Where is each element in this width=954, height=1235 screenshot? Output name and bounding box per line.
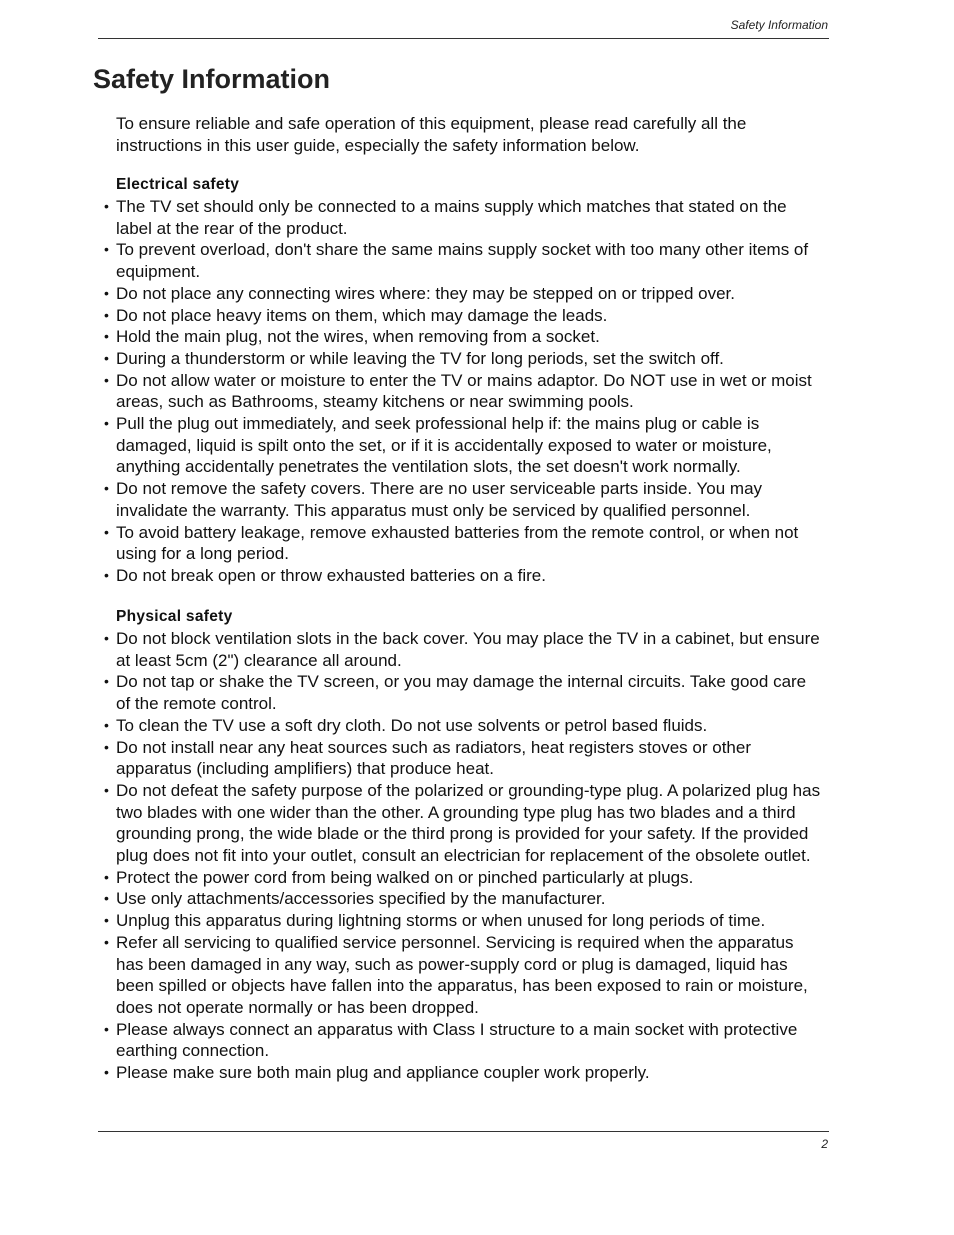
bullet-icon: • [104, 371, 109, 388]
list-item-text: Do not defeat the safety purpose of the polarized or grounding-type plug. A polarized plug has two blades with one wider than the other. A grounding type plug has two blades and a third grounding prong, the wide blade or the third prong is provided for your safety. If the provided plug does not fit into your outlet, consult an electrician for replacement of the obsolete outlet. [116, 780, 821, 866]
list-item-text: Protect the power cord from being walked on or pinched particularly at plugs. [116, 867, 694, 887]
list-item-text: Do not allow water or moisture to enter the TV or mains adaptor. Do NOT use in wet or moist areas, such as Bathrooms, steamy kitchens or near swimming pools. [116, 370, 812, 412]
list-item-text: Do not install near any heat sources such as radiators, heat registers stoves or other apparatus (including amplifiers) that produce heat. [116, 737, 751, 779]
bullet-icon: • [104, 566, 109, 583]
list-item-text: During a thunderstorm or while leaving the TV for long periods, set the switch off. [116, 348, 724, 368]
running-header: Safety Information [730, 18, 828, 32]
list-item-text: Do not break open or throw exhausted batteries on a fire. [116, 565, 546, 585]
bullet-icon: • [104, 738, 109, 755]
list-item [0, 413, 822, 478]
bullet-icon: • [104, 673, 109, 690]
list-item-text: Refer all servicing to qualified service personnel. Servicing is required when the apparatus has been damaged in any way, such as power-supply cord or plug is damaged, liquid has been spilled or objects have fallen into the apparatus, has been exposed to rain or moisture, does not operate normally or has been dropped. [116, 932, 808, 1017]
list-item-text: Do not place heavy items on them, which may damage the leads. [116, 305, 608, 325]
bullet-icon: • [104, 912, 109, 929]
bullet-icon: • [104, 890, 109, 907]
list-item [0, 370, 822, 413]
bullet-icon: • [104, 868, 109, 885]
list-item-text: The TV set should only be connected to a mains supply which matches that stated on the label at the rear of the product. [116, 197, 787, 238]
list-item [0, 522, 822, 565]
list-item-text: To avoid battery leakage, remove exhausted batteries from the remote control, or when not using for a long period. [116, 522, 799, 564]
list-item-text: Do not remove the safety covers. There are no user serviceable parts inside. You may invalidate the warranty. This apparatus must only be serviced by qualified personnel. [116, 479, 763, 520]
bullet-icon: • [104, 306, 109, 323]
list-item-text: Unplug this apparatus during lightning storms or when unused for long periods of time. [116, 911, 766, 931]
bullet-icon: • [104, 198, 109, 214]
bullet-icon: • [104, 415, 109, 432]
list-item [0, 910, 822, 932]
bullet-icon: • [104, 328, 109, 345]
list-item-text: Hold the main plug, not the wires, when removing from a socket. [116, 327, 600, 347]
bullet-icon: • [104, 781, 109, 798]
list-item [0, 671, 822, 714]
list-item [0, 1019, 822, 1062]
list-item [0, 348, 822, 370]
list-item [0, 565, 822, 587]
page-title: Safety Information [93, 64, 331, 94]
list-item-text: Use only attachments/accessories specified by the manufacturer. [116, 889, 606, 909]
list-item [0, 932, 822, 1019]
bullet-icon: • [104, 933, 109, 950]
intro-paragraph: To ensure reliable and safe operation of this equipment, please read carefully all the instructions in this user guide, especially the safety information below. [116, 114, 747, 155]
list-item-text: Do not tap or shake the TV screen, or you may damage the internal circuits. Take good care of the remote control. [116, 672, 807, 714]
bullet-icon: • [104, 523, 109, 540]
list-item [0, 628, 822, 671]
list-item-text: Please make sure both main plug and appliance coupler work properly. [116, 1063, 650, 1083]
list-item [0, 305, 822, 327]
bullet-icon: • [104, 716, 109, 733]
list-item [0, 283, 822, 305]
bullet-icon: • [104, 284, 109, 301]
bullet-icon: • [104, 1020, 109, 1037]
list-item [0, 715, 822, 737]
bullet-icon: • [104, 1064, 109, 1081]
bullet-icon: • [104, 480, 109, 497]
list-item [0, 239, 822, 282]
list-item [0, 737, 822, 780]
physical-safety-list [0, 628, 822, 1084]
list-item-text: To clean the TV use a soft dry cloth. Do not use solvents or petrol based fluids. [116, 715, 708, 735]
list-item-text: Do not place any connecting wires where: they may be stepped on or tripped over. [116, 283, 735, 303]
bullet-icon: • [104, 241, 109, 258]
list-item [0, 1062, 822, 1084]
list-item [0, 867, 822, 889]
list-item-text: Pull the plug out immediately, and seek professional help if: the mains plug or cable is damaged, liquid is spilt onto the set, or if it is accidentally exposed to water or moisture, anything accidentally penetrates the ventilation slots, the set doesn't work normally. [116, 414, 772, 477]
page-number: 2 [821, 1137, 828, 1151]
list-item [0, 780, 822, 867]
header-divider [98, 38, 829, 39]
list-item-text: Please always connect an apparatus with Class I structure to a main socket with protective earthing connection. [116, 1019, 798, 1061]
electrical-safety-list [0, 196, 822, 587]
list-item-text: Do not block ventilation slots in the back cover. You may place the TV in a cabinet, but ensure at least 5cm (2") clearance all around. [116, 629, 820, 670]
electrical-safety-heading: Electrical safety [116, 176, 240, 193]
bullet-icon: • [104, 349, 109, 366]
list-item [0, 478, 822, 521]
list-item [0, 888, 822, 910]
footer-divider [98, 1131, 829, 1132]
bullet-icon: • [104, 630, 109, 646]
list-item [0, 326, 822, 348]
list-item [0, 196, 822, 239]
list-item-text: To prevent overload, don't share the same mains supply socket with too many other items of equipment. [116, 240, 809, 282]
physical-safety-heading: Physical safety [116, 608, 233, 625]
